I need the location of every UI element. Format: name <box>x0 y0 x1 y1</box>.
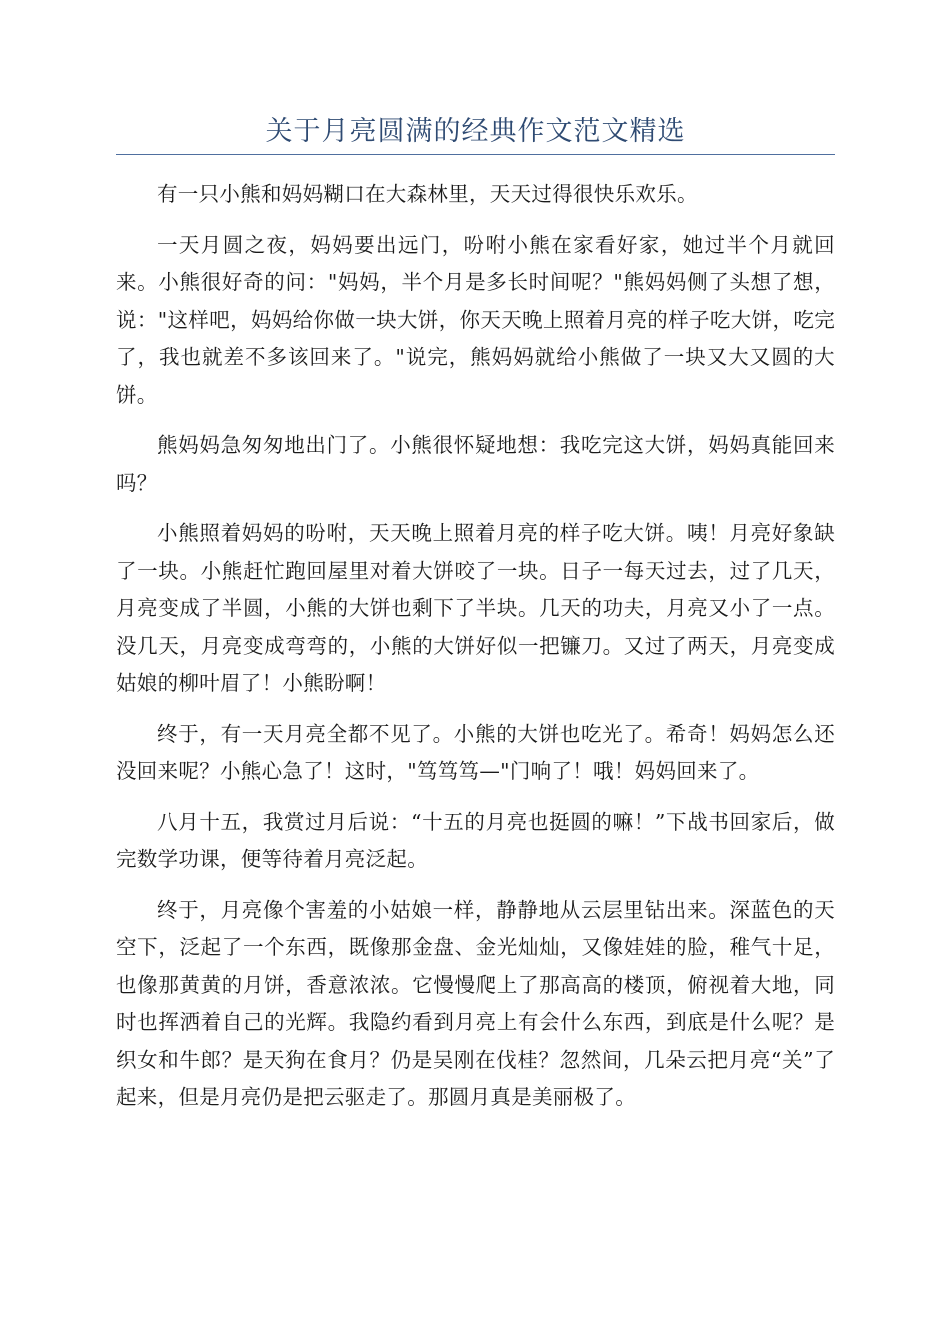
paragraph-5: 终于，有一天月亮全都不见了。小熊的大饼也吃光了。希奇！妈妈怎么还没回来呢？小熊心急了！这时，"笃笃笃—"门响了！哦！妈妈回来了。 <box>116 721 835 783</box>
paragraph-6: 八月十五，我赏过月后说：“十五的月亮也挺圆的嘛！”下战书回家后，做完数学功课，便等待着月亮泛起。 <box>116 809 835 871</box>
paragraph-3: 熊妈妈急匆匆地出门了。小熊很怀疑地想：我吃完这大饼，妈妈真能回来吗？ <box>116 433 835 495</box>
document-title: 关于月亮圆满的经典作文范文精选 <box>265 116 686 147</box>
paragraph-7: 终于，月亮像个害羞的小姑娘一样，静静地从云层里钻出来。深蓝色的天空下，泛起了一个东西，既像那金盘、金光灿灿，又像娃娃的脸，稚气十足，也像那黄黄的月饼，香意浓浓。它慢慢爬上了那高高的楼顶，俯视着大地，同时也挥洒着自己的光辉。我隐约看到月亮上有会什么东西，到底是什么呢？是织女和牛郎？是天狗在食月？仍是吴刚在伐桂？忽然间，几朵云把月亮“关”了起来，但是月亮仍是把云驱走了。那圆月真是美丽极了。 <box>116 897 835 1109</box>
document-body <box>116 176 835 1130</box>
paragraph-4: 小熊照着妈妈的吩咐，天天晚上照着月亮的样子吃大饼。咦！月亮好象缺了一块。小熊赶忙跑回屋里对着大饼咬了一块。日子一每天过去，过了几天，月亮变成了半圆，小熊的大饼也剩下了半块。几天的功夫，月亮又小了一点。没几天，月亮变成弯弯的，小熊的大饼好似一把镰刀。又过了两天，月亮变成姑娘的柳叶眉了！小熊盼啊！ <box>116 521 835 695</box>
paragraph-1: 有一只小熊和妈妈糊口在大森林里，天天过得很快乐欢乐。 <box>157 182 698 206</box>
title-underline <box>116 154 835 155</box>
paragraph-2: 一天月圆之夜，妈妈要出远门，吩咐小熊在家看好家，她过半个月就回来。小熊很好奇的问："妈妈，半个月是多长时间呢？"熊妈妈侧了头想了想，说："这样吧，妈妈给你做一块大饼，你天天晚上照着月亮的样子吃大饼，吃完了，我也就差不多该回来了。"说完，熊妈妈就给小熊做了一块又大又圆的大饼。 <box>116 232 835 407</box>
